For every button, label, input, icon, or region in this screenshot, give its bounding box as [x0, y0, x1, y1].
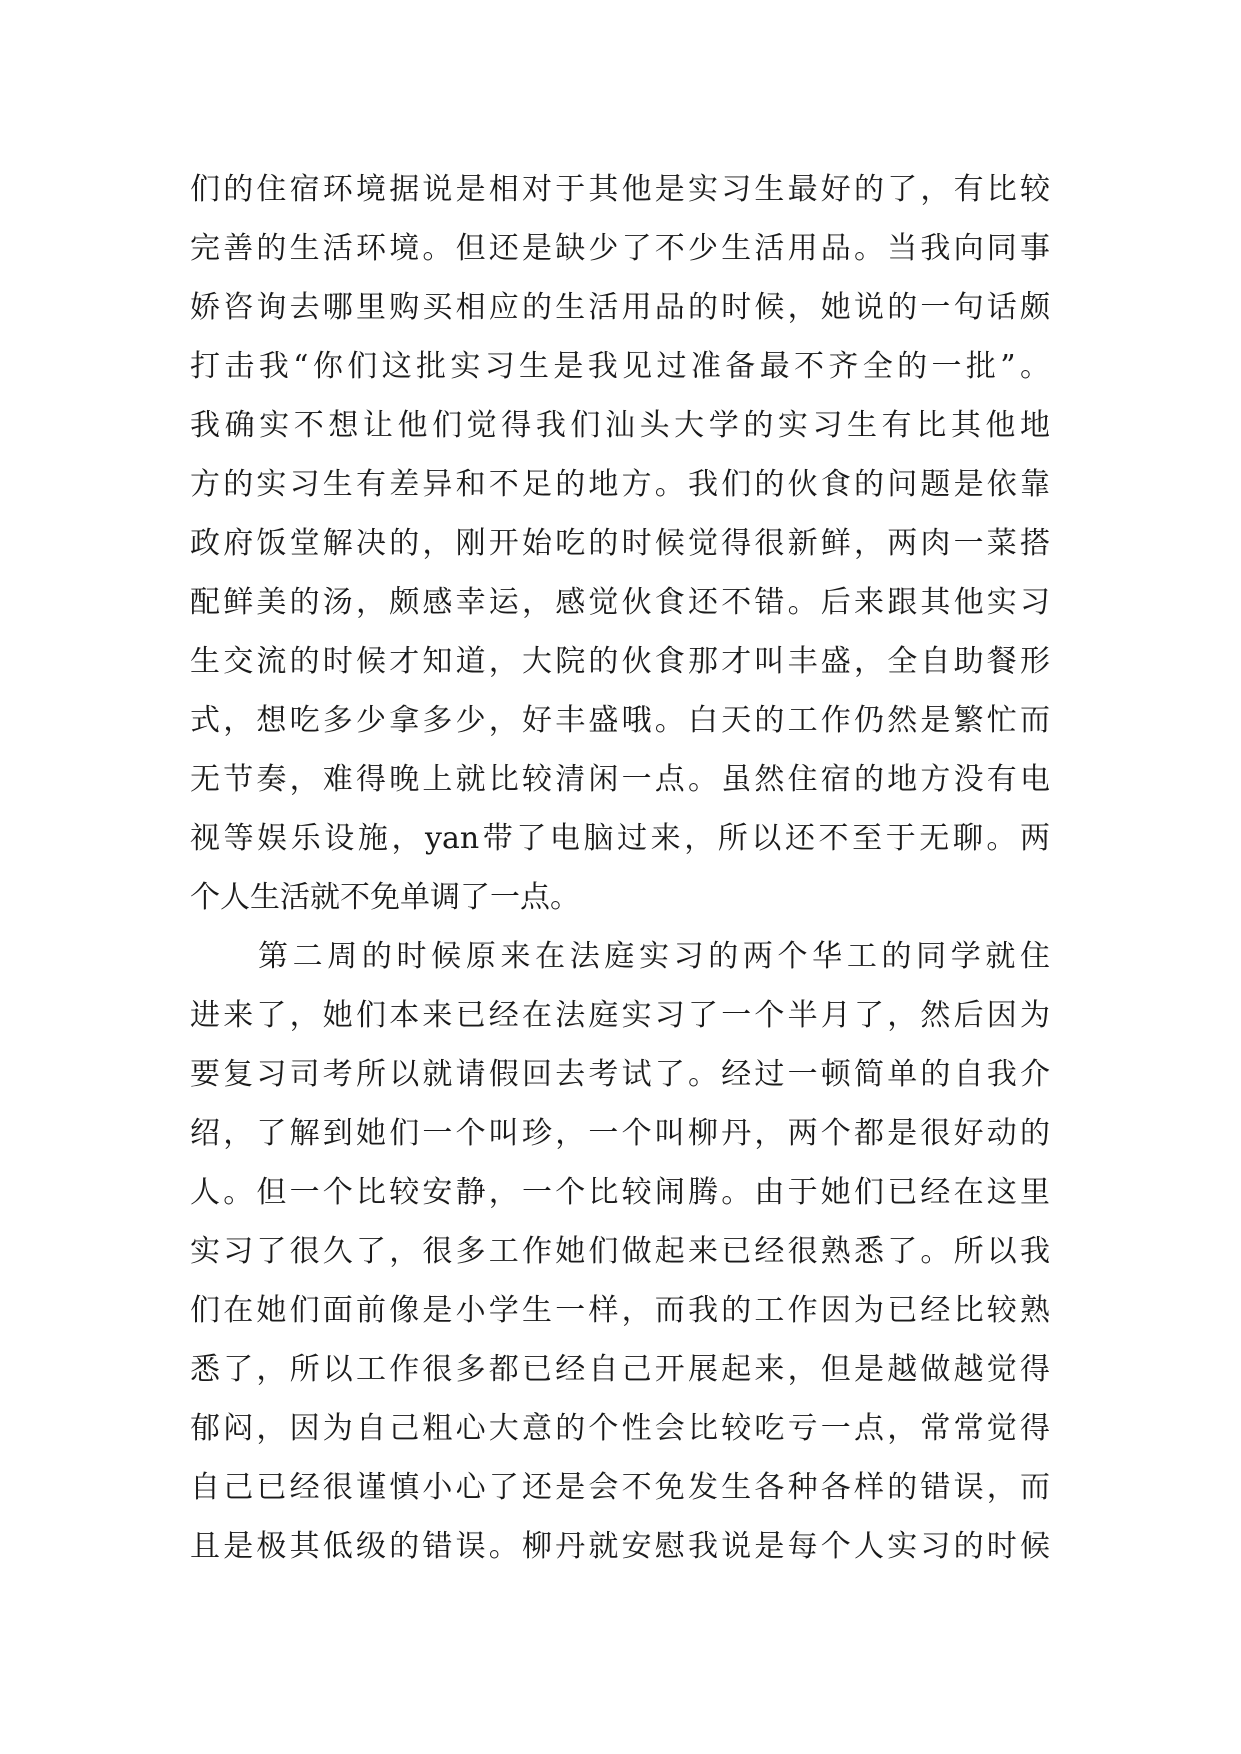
text-line: 打击我“你们这批实习生是我见过准备最不齐全的一批”。 [190, 349, 1050, 384]
text-line: 绍，了解到她们一个叫珍，一个叫柳丹，两个都是很好动的 [190, 1116, 1050, 1151]
text-line: 要复习司考所以就请假回去考试了。经过一顿简单的自我介 [190, 1057, 1050, 1092]
text-line: 完善的生活环境。但还是缺少了不少生活用品。当我向同事 [190, 231, 1050, 266]
text-line: 们在她们面前像是小学生一样，而我的工作因为已经比较熟 [190, 1293, 1050, 1328]
body-text [190, 160, 1050, 1576]
text-line: 生交流的时候才知道，大院的伙食那才叫丰盛，全自助餐形 [190, 644, 1050, 679]
text-line: 人。但一个比较安静，一个比较闹腾。由于她们已经在这里 [190, 1175, 1050, 1210]
text-line: 们的住宿环境据说是相对于其他是实习生最好的了，有比较 [190, 172, 1050, 207]
text-line: 悉了，所以工作很多都已经自己开展起来，但是越做越觉得 [190, 1352, 1050, 1387]
paragraph-end-line: 个人生活就不免单调了一点。 [190, 880, 580, 915]
text-line: 视等娱乐设施，yan带了电脑过来，所以还不至于无聊。两 [190, 821, 1050, 856]
text-line: 方的实习生有差异和不足的地方。我们的伙食的问题是依靠 [190, 467, 1050, 502]
text-line: 实习了很久了，很多工作她们做起来已经很熟悉了。所以我 [190, 1234, 1050, 1269]
text-line: 我确实不想让他们觉得我们汕头大学的实习生有比其他地 [190, 408, 1050, 443]
text-line: 娇咨询去哪里购买相应的生活用品的时候，她说的一句话颇 [190, 290, 1050, 325]
text-line: 式，想吃多少拿多少，好丰盛哦。白天的工作仍然是繁忙而 [190, 703, 1050, 738]
text-line: 无节奏，难得晚上就比较清闲一点。虽然住宿的地方没有电 [190, 762, 1050, 797]
text-line: 配鲜美的汤，颇感幸运，感觉伙食还不错。后来跟其他实习 [190, 585, 1050, 620]
text-line: 自己已经很谨慎小心了还是会不免发生各种各样的错误，而 [190, 1470, 1050, 1505]
paragraph-start-line: 第二周的时候原来在法庭实习的两个华工的同学就住 [258, 939, 1050, 974]
text-line: 且是极其低级的错误。柳丹就安慰我说是每个人实习的时候 [190, 1529, 1050, 1564]
text-line: 进来了，她们本来已经在法庭实习了一个半月了，然后因为 [190, 998, 1050, 1033]
text-line: 郁闷，因为自己粗心大意的个性会比较吃亏一点，常常觉得 [190, 1411, 1050, 1446]
text-line: 政府饭堂解决的，刚开始吃的时候觉得很新鲜，两肉一菜搭 [190, 526, 1050, 561]
